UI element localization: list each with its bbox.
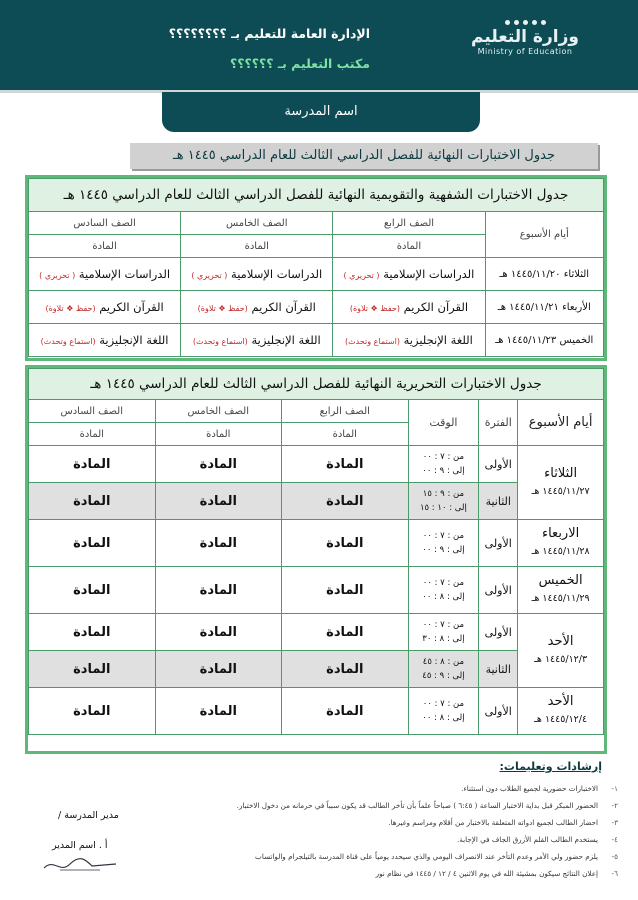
table-row — [29, 520, 604, 567]
written-subject-label: المادة — [29, 423, 156, 446]
written-subject-cell: المادة — [282, 651, 409, 688]
written-period: الأولى — [479, 688, 518, 735]
table-row — [29, 324, 604, 357]
list-item: ٤- يستخدم الطالب القلم الأزرق الجاف في الإجابة. — [456, 835, 618, 844]
oral-subject-cell: اللغة الإنجليزية (استماع وتحدث) — [29, 324, 181, 357]
written-subject-cell: المادة — [155, 614, 282, 651]
written-grade-4: الصف الرابع — [282, 400, 409, 423]
list-item: ٦- إعلان النتائج سيكون بمشيئة الله في يوم الاثنين ٤ / ١٢ / ١٤٤٥ في نظام نور — [375, 869, 618, 878]
office-line: مكتب التعليم بـ ؟؟؟؟؟؟ — [229, 56, 370, 71]
written-period: الأولى — [479, 614, 518, 651]
oral-subject-label: المادة — [181, 235, 333, 258]
written-time: من : ٧ : ٠٠ إلى : ٨ : ٣٠ — [408, 614, 479, 651]
oral-subject-cell: اللغة الإنجليزية (استماع وتحدث) — [181, 324, 333, 357]
written-subject-cell: المادة — [282, 688, 409, 735]
written-subject-cell: المادة — [29, 651, 156, 688]
written-subject-cell: المادة — [282, 520, 409, 567]
written-table-title: جدول الاختبارات التحريرية النهائية للفصل الدراسي الثالث للعام الدراسي ١٤٤٥ هـ — [29, 369, 604, 400]
written-period: الأولى — [479, 567, 518, 614]
table-row — [29, 688, 604, 735]
principal-title: مدير المدرسة / — [58, 810, 119, 821]
oral-subject-label: المادة — [29, 235, 181, 258]
written-subject-cell: المادة — [282, 446, 409, 483]
oral-day: الخميس ١٤٤٥/١١/٢٣ هـ — [485, 324, 603, 357]
written-subject-cell: المادة — [155, 520, 282, 567]
oral-subject-cell: القرآن الكريم (حفظ ❖ تلاوة) — [29, 291, 181, 324]
ministry-logo — [460, 20, 590, 80]
oral-day: الأربعاء ١٤٤٥/١١/٢١ هـ — [485, 291, 603, 324]
written-subject-cell: المادة — [29, 483, 156, 520]
oral-subject-label: المادة — [333, 235, 485, 258]
written-day: الاربعاء ١٤٤٥/١١/٢٨ هـ — [518, 520, 604, 567]
oral-day-header: أيام الأسبوع — [485, 212, 603, 258]
list-item: ٣- احضار الطالب لجميع ادواته المتعلقة بالاختبار من أقلام ومراسم وغيرها. — [388, 818, 618, 827]
principal-name: أ . اسم المدير — [52, 840, 108, 851]
written-time: من : ٩ : ١٥ إلى : ١٠ : ١٥ — [408, 483, 479, 520]
signature-icon — [40, 852, 120, 876]
written-subject-cell: المادة — [282, 567, 409, 614]
instructions-title: إرشادات وتعليمات: — [499, 760, 602, 773]
list-item: ٢- الحضور المبكر قبل بداية الاختبار الساعة ( ٦:٤٥ ) صباحاً علماً بأن تأخر الطالب قد يكون سبباً في حرمانه من دخول الاختبار. — [236, 801, 618, 810]
main-title: جدول الاختبارات النهائية للفصل الدراسي الثالث للعام الدراسي ١٤٤٥ هـ — [130, 143, 598, 169]
written-period: الثانية — [479, 651, 518, 688]
written-time: من : ٧ : ٠٠ إلى : ٨ : ٠٠ — [408, 567, 479, 614]
logo-dots-icon — [460, 20, 590, 25]
school-name: اسم المدرسة — [162, 92, 480, 132]
written-subject-cell: المادة — [29, 567, 156, 614]
written-day: الخميس ١٤٤٥/١١/٢٩ هـ — [518, 567, 604, 614]
oral-subject-cell: القرآن الكريم (حفظ ❖ تلاوة) — [181, 291, 333, 324]
written-subject-cell: المادة — [29, 688, 156, 735]
written-period: الأولى — [479, 446, 518, 483]
oral-grade-4: الصف الرابع — [333, 212, 485, 235]
written-period: الثانية — [479, 483, 518, 520]
logo-english: Ministry of Education — [477, 47, 573, 56]
oral-day: الثلاثاء ١٤٤٥/١١/٢٠ هـ — [485, 258, 603, 291]
directorate-line: الإدارة العامة للتعليم بـ ؟؟؟؟؟؟؟؟ — [168, 26, 370, 41]
written-day: الثلاثاء ١٤٤٥/١١/٢٧ هـ — [518, 446, 604, 520]
list-item: ٥- يلزم حضور ولي الأمر وعدم التأخر عند الانصراف اليومي والذي سيحدد يومياً على قناة المدرسة بالتيلجرام والواتساب — [255, 852, 618, 861]
oral-subject-cell: اللغة الإنجليزية (استماع وتحدث) — [333, 324, 485, 357]
written-day: الأحد ١٤٤٥/١٢/٣ هـ — [518, 614, 604, 688]
written-subject-label: المادة — [282, 423, 409, 446]
written-subject-cell: المادة — [282, 483, 409, 520]
written-grade-5: الصف الخامس — [155, 400, 282, 423]
table-row — [29, 614, 604, 651]
written-period: الأولى — [479, 520, 518, 567]
written-time: من : ٧ : ٠٠ إلى : ٩ : ٠٠ — [408, 520, 479, 567]
oral-grade-5: الصف الخامس — [181, 212, 333, 235]
written-time: من : ٧ : ٠٠ إلى : ٩ : ٠٠ — [408, 446, 479, 483]
written-subject-cell: المادة — [29, 520, 156, 567]
written-subject-cell: المادة — [155, 567, 282, 614]
written-subject-cell: المادة — [155, 446, 282, 483]
oral-subject-cell: الدراسات الإسلامية ( تحريري ) — [29, 258, 181, 291]
oral-subject-cell: الدراسات الإسلامية ( تحريري ) — [333, 258, 485, 291]
written-subject-cell: المادة — [155, 483, 282, 520]
written-grade-6: الصف السادس — [29, 400, 156, 423]
oral-exam-table — [28, 178, 604, 357]
logo-name: وزارة التعليم — [471, 27, 579, 47]
oral-table-title: جدول الاختبارات الشفهية والتقويمية النهائية للفصل الدراسي الثالث للعام الدراسي ١٤٤٥ هـ — [29, 179, 604, 212]
page-header — [0, 0, 638, 92]
written-day: الأحد ١٤٤٥/١٢/٤ هـ — [518, 688, 604, 735]
table-row — [29, 651, 604, 688]
written-time-header: الوقت — [408, 400, 479, 446]
written-subject-cell: المادة — [155, 651, 282, 688]
oral-subject-cell: القرآن الكريم (حفظ ❖ تلاوة) — [333, 291, 485, 324]
table-row — [29, 258, 604, 291]
table-row — [29, 483, 604, 520]
table-row — [29, 291, 604, 324]
list-item: ١- الاختبارات حضورية لجميع الطلاب دون استثناء. — [461, 784, 618, 793]
table-row — [29, 567, 604, 614]
written-exam-table — [28, 368, 604, 735]
written-subject-cell: المادة — [282, 614, 409, 651]
written-period-header: الفترة — [479, 400, 518, 446]
table-row — [29, 446, 604, 483]
written-day-header: أيام الأسبوع — [518, 400, 604, 446]
written-subject-label: المادة — [155, 423, 282, 446]
instructions-list — [198, 780, 618, 882]
written-subject-cell: المادة — [155, 688, 282, 735]
written-subject-cell: المادة — [29, 446, 156, 483]
written-time: من : ٨ : ٤٥ إلى : ٩ : ٤٥ — [408, 651, 479, 688]
oral-grade-6: الصف السادس — [29, 212, 181, 235]
oral-subject-cell: الدراسات الإسلامية ( تحريري ) — [181, 258, 333, 291]
written-time: من : ٧ : ٠٠ إلى : ٨ : ٠٠ — [408, 688, 479, 735]
written-subject-cell: المادة — [29, 614, 156, 651]
